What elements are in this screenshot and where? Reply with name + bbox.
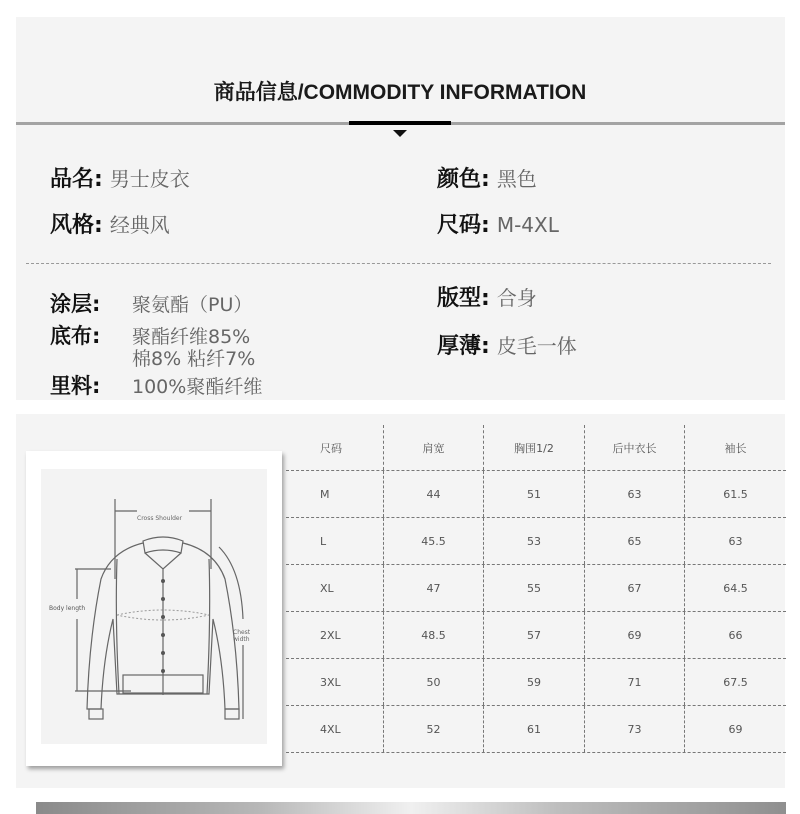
table-row xyxy=(286,565,786,612)
attr-label: 厚薄: xyxy=(437,334,490,359)
body-length-label: Body length xyxy=(49,605,86,612)
table-cell: 64.5 xyxy=(723,581,748,595)
dashed-divider xyxy=(26,263,771,264)
attr-value: 经典风 xyxy=(109,213,170,237)
material-value: 100%聚酯纤维 xyxy=(132,376,263,398)
table-cell: 3XL xyxy=(286,659,384,705)
table-cell: 63 xyxy=(585,471,685,517)
table-cell: 55 xyxy=(484,565,585,611)
table-cell: 48.5 xyxy=(384,612,484,658)
table-cell: 66 xyxy=(728,628,743,642)
material-lining xyxy=(50,370,262,400)
attr-label: 颜色: xyxy=(437,167,490,192)
cross-shoulder-label: Cross Shoulder xyxy=(137,515,183,522)
table-cell: 52 xyxy=(384,706,484,752)
table-cell: 69 xyxy=(728,722,743,736)
table-cell: 4XL xyxy=(286,706,384,752)
table-cell: 59 xyxy=(484,659,585,705)
jacket-diagram xyxy=(41,469,267,744)
table-header-cell: 尺码 xyxy=(286,425,384,470)
attr-color xyxy=(437,169,537,191)
table-cell: 63 xyxy=(728,534,743,548)
material-coating xyxy=(50,288,252,318)
table-cell: 65 xyxy=(585,518,685,564)
chest-width-label: Chest width xyxy=(233,629,251,643)
table-cell: 61 xyxy=(484,706,585,752)
attr-value: 皮毛一体 xyxy=(496,334,577,358)
down-arrow-icon xyxy=(393,130,407,137)
table-cell: 47 xyxy=(384,565,484,611)
table-header-cell: 胸围1/2 xyxy=(484,425,585,470)
table-cell: 44 xyxy=(384,471,484,517)
material-label: 里料: xyxy=(50,374,101,398)
attr-style xyxy=(50,215,170,237)
table-cell: 73 xyxy=(585,706,685,752)
table-cell: 67 xyxy=(585,565,685,611)
attr-label: 风格: xyxy=(50,213,103,238)
table-cell: 2XL xyxy=(286,612,384,658)
size-table xyxy=(286,425,786,753)
attr-label: 品名: xyxy=(50,167,103,192)
table-cell: 69 xyxy=(585,612,685,658)
table-row xyxy=(286,612,786,659)
table-cell: M xyxy=(286,471,384,517)
table-cell: 71 xyxy=(585,659,685,705)
section-title: 商品信息/COMMODITY INFORMATION xyxy=(213,81,587,104)
table-cell: 61.5 xyxy=(723,487,748,501)
material-value: 聚氨酯（PU） xyxy=(132,294,253,316)
attr-name xyxy=(50,169,190,191)
table-cell: 51 xyxy=(484,471,585,517)
attr-fit xyxy=(437,288,537,310)
material-value-line1: 聚酯纤维85% xyxy=(132,326,251,348)
material-base-fabric xyxy=(50,320,256,370)
title-divider-accent xyxy=(349,121,451,125)
attr-value: 合身 xyxy=(496,286,537,310)
table-cell: XL xyxy=(286,565,384,611)
table-cell: 50 xyxy=(384,659,484,705)
table-cell: 45.5 xyxy=(384,518,484,564)
attr-size xyxy=(437,215,559,237)
material-label: 底布: xyxy=(50,324,101,348)
table-row xyxy=(286,518,786,565)
attr-value: M-4XL xyxy=(496,213,559,237)
table-cell: 67.5 xyxy=(723,675,748,689)
table-cell: L xyxy=(286,518,384,564)
jacket-diagram-card xyxy=(26,451,282,766)
attr-thickness xyxy=(437,336,577,358)
table-header-row xyxy=(286,425,786,471)
table-row xyxy=(286,471,786,518)
table-header-cell: 后中衣长 xyxy=(585,425,685,470)
table-cell: 53 xyxy=(484,518,585,564)
attr-label: 版型: xyxy=(437,286,490,311)
material-value-line2: 棉8% 粘纤7% xyxy=(132,348,256,370)
table-row xyxy=(286,706,786,753)
material-label: 涂层: xyxy=(50,292,101,316)
attr-label: 尺码: xyxy=(437,213,490,238)
bottom-shadow xyxy=(36,802,786,814)
table-cell: 57 xyxy=(484,612,585,658)
table-header-cell: 袖长 xyxy=(724,441,747,455)
attr-value: 男士皮衣 xyxy=(109,167,190,191)
attr-value: 黑色 xyxy=(496,167,537,191)
table-row xyxy=(286,659,786,706)
table-header-cell: 肩宽 xyxy=(384,425,484,470)
